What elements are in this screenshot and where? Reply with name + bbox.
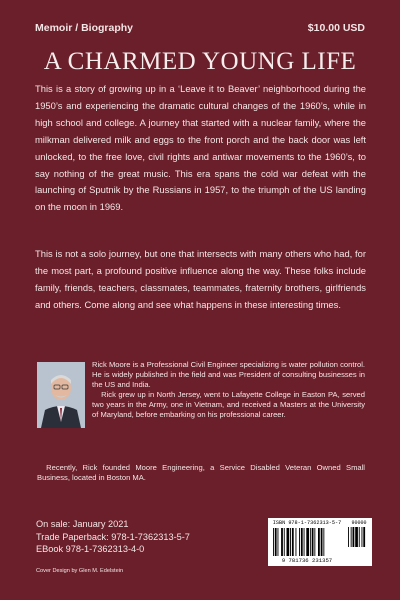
ebook-isbn: EBook 978-1-7362313-4-0	[36, 544, 145, 555]
category-label: Memoir / Biography	[35, 22, 134, 34]
cover-design-credit: Cover Design by Glen M. Edelstein	[36, 568, 124, 574]
barcode-digits: 9 781736 231357	[281, 557, 333, 564]
author-bio	[92, 360, 365, 421]
author-portrait-image	[37, 362, 85, 428]
barcode	[268, 518, 372, 566]
author-bio-paragraph-3: Recently, Rick founded Moore Engineering, a Service Disabled Veteran Owned Small Business, located in Boston MA.	[37, 463, 365, 483]
header-bar	[35, 22, 365, 34]
barcode-bars	[273, 528, 345, 556]
on-sale-date: On sale: January 2021	[36, 519, 129, 529]
barcode-addon-bars	[348, 527, 368, 547]
blurb-paragraph-1: This is a story of growing up in a ‘Leave it to Beaver’ neighborhood during the 1950’s and experiencing the dramatic cultural changes of the 1960’s, while in high school and college. A journey that started with a nuclear family, where the milkman delivered milk and eggs to the front porch and the back door was left unlocked, to the free love, civil rights and antiwar movements to the 1960’s, to say nothing of the great music. This era spans the cold war defeat with the launching of Sputnik by the Russians in 1957, to the triumph of the US landing on the moon in 1969.	[35, 83, 366, 213]
paperback-isbn: Trade Paperback: 978-1-7362313-5-7	[36, 531, 190, 542]
author-bio-paragraph-2: Rick grew up in North Jersey, went to Lafayette College in Easton PA, served two years in the Army, one in Vietnam, and received a Masters at the University of Maryland, before embarking on his professional career.	[92, 390, 365, 420]
blurb-paragraph-2: This is not a solo journey, but one that intersects with many others who had, for the most part, a profound positive influence along the way. These folks include family, friends, teachers, classmates, teammates, fraternity brothers, girlfriends and others. Come along and see what happens in these interesting times.	[35, 248, 366, 310]
price-label: $10.00 USD	[307, 22, 365, 34]
book-title: A CHARMED YOUNG LIFE	[43, 48, 357, 75]
isbn-label: ISBN 978-1-7362313-5-7	[272, 520, 342, 526]
author-photo	[37, 362, 85, 428]
author-bio-paragraph-1: Rick Moore is a Professional Civil Engineer specializing is water pollution control. He is widely published in the field and was President of consulting businesses in the US and India.	[92, 360, 365, 390]
barcode-addon-digits: 90000	[351, 520, 367, 526]
sale-info	[36, 518, 190, 556]
